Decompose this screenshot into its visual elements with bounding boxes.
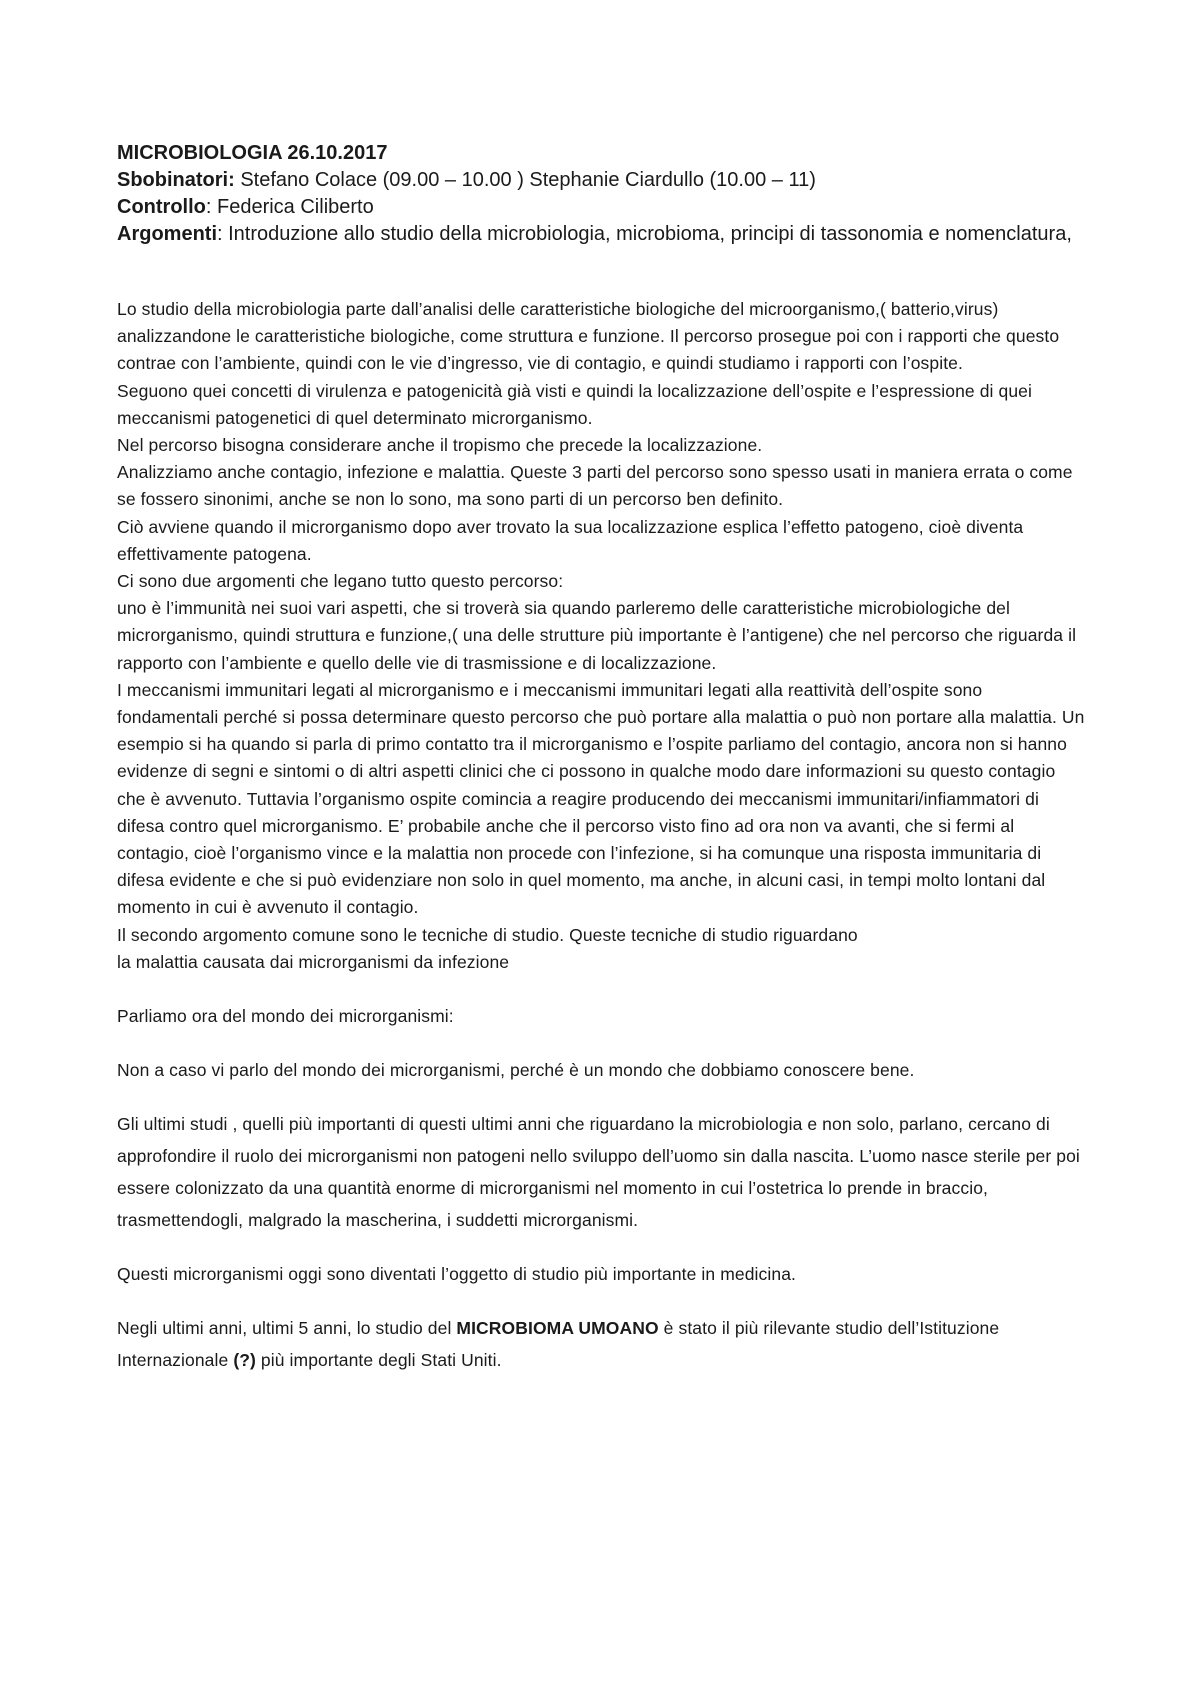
paragraph: Il secondo argomento comune sono le tecniche di studio. Queste tecniche di studio riguardano [117,924,858,945]
argomenti-label: Argomenti [117,223,217,245]
sbobinatori-line [117,167,1087,194]
controllo-label: Controllo [117,196,206,218]
text-run: è stato il più rilevante studio dell’Istituzione Internazionale [117,1318,1000,1371]
controllo-line [117,194,1087,221]
paragraph: Questi microrganismi oggi sono diventati l’oggetto di studio più importante in medicina. [117,1264,797,1285]
microbioma-term: MICROBIOMA UMOANO [456,1318,659,1339]
document-header [117,140,1087,248]
paragraph: Non a caso vi parlo del mondo dei microrganismi, perché è un mondo che dobbiamo conoscere bene. [117,1060,915,1081]
text-run: Negli ultimi anni, ultimi 5 anni, lo studio del [117,1318,457,1339]
document-page [117,140,1087,1376]
paragraph: Parliamo ora del mondo dei microrganismi: [117,1006,454,1027]
paragraph: Ciò avviene quando il microrganismo dopo aver trovato la sua localizzazione esplica l’effetto patogeno, cioè diventa effettivamente patogena. [117,516,1024,564]
sbobinatori-value: Stefano Colace (09.00 – 10.00 ) Stephanie Ciardullo (10.00 – 11) [234,169,816,191]
paragraph: la malattia causata dai microrganismi da infezione [117,951,510,972]
paragraph: uno è l’immunità nei suoi vari aspetti, che si troverà sia quando parleremo delle caratteristiche microbiologiche del microrganismo, quindi struttura e funzione,( una delle strutture più importante è l’antigene) che nel percorso che riguarda il rapporto con l’ambiente e quello delle vie di trasmissione e di localizzazione. [117,598,1077,673]
document-title: MICROBIOLOGIA 26.10.2017 [117,142,388,164]
sbobinatori-label: Sbobinatori: [117,169,235,191]
paragraph: Ci sono due argomenti che legano tutto questo percorso: [117,571,564,592]
argomenti-value: : Introduzione allo studio della microbiologia, microbioma, principi di tassonomia e nomenclatura, [217,223,1072,245]
text-run: più importante degli Stati Uniti. [255,1350,502,1371]
argomenti-line [117,221,1087,248]
paragraph: Gli ultimi studi , quelli più importanti di questi ultimi anni che riguardano la microbiologia e non solo, parlano, cercano di approfondire il ruolo dei microrganismi non patogeni nello sviluppo dell’uomo sin dalla nascita. L’uomo nasce sterile per poi essere colonizzato da una quantità enorme di microrganismi nel momento in cui l’ostetrica lo prende in braccio, trasmettendogli, malgrado la mascherina, i suddetti microrganismi. [117,1114,1080,1231]
paragraph-microbioma [117,1312,1087,1376]
paragraph: I meccanismi immunitari legati al microrganismo e i meccanismi immunitari legati alla reattività dell’ospite sono fondamentali perché si possa determinare questo percorso che può portare alla malattia o può non portare alla malattia. Un esempio si ha quando si parla di primo contatto tra il microrganismo e l’ospite parliamo del contagio, ancora non si hanno evidenze di segni e sintomi o di altri aspetti clinici che ci possono in qualche modo dare informazioni su questo contagio che è avvenuto. Tuttavia l’organismo ospite comincia a reagire producendo dei meccanismi immunitari/infiammatori di difesa contro quel microrganismo. E’ probabile anche che il percorso visto fino ad ora non va avanti, che si fermi al contagio, cioè l’organismo vince e la malattia non procede con l’infezione, si ha comunque una risposta immunitaria di difesa evidente e che si può evidenziare non solo in quel momento, ma anche, in alcuni casi, in tempi molto lontani dal momento in cui è avvenuto il contagio. [117,679,1085,918]
question-mark-note: (?) [233,1350,256,1371]
body-text [117,296,1087,976]
section-microrganismi [117,1000,1087,1376]
paragraph: Analizziamo anche contagio, infezione e malattia. Queste 3 parti del percorso sono spesso usati in maniera errata o come se fossero sinonimi, anche se non lo sono, ma sono parti di un percorso ben definito. [117,462,1073,510]
paragraph: Nel percorso bisogna considerare anche il tropismo che precede la localizzazione. [117,435,763,456]
controllo-value: : Federica Ciliberto [205,196,374,218]
paragraph: Seguono quei concetti di virulenza e patogenicità già visti e quindi la localizzazione dell’ospite e l’espressione di quei meccanismi patogenetici di quel determinato microrganismo. [117,380,1032,428]
paragraph: Lo studio della microbiologia parte dall’analisi delle caratteristiche biologiche del microorganismo,( batterio,virus) analizzandone le caratteristiche biologiche, come struttura e funzione. Il percorso prosegue poi con i rapporti che questo contrae con l’ambiente, quindi con le vie d’ingresso, vie di contagio, e quindi studiamo i rapporti con l’ospite. [117,299,1060,374]
